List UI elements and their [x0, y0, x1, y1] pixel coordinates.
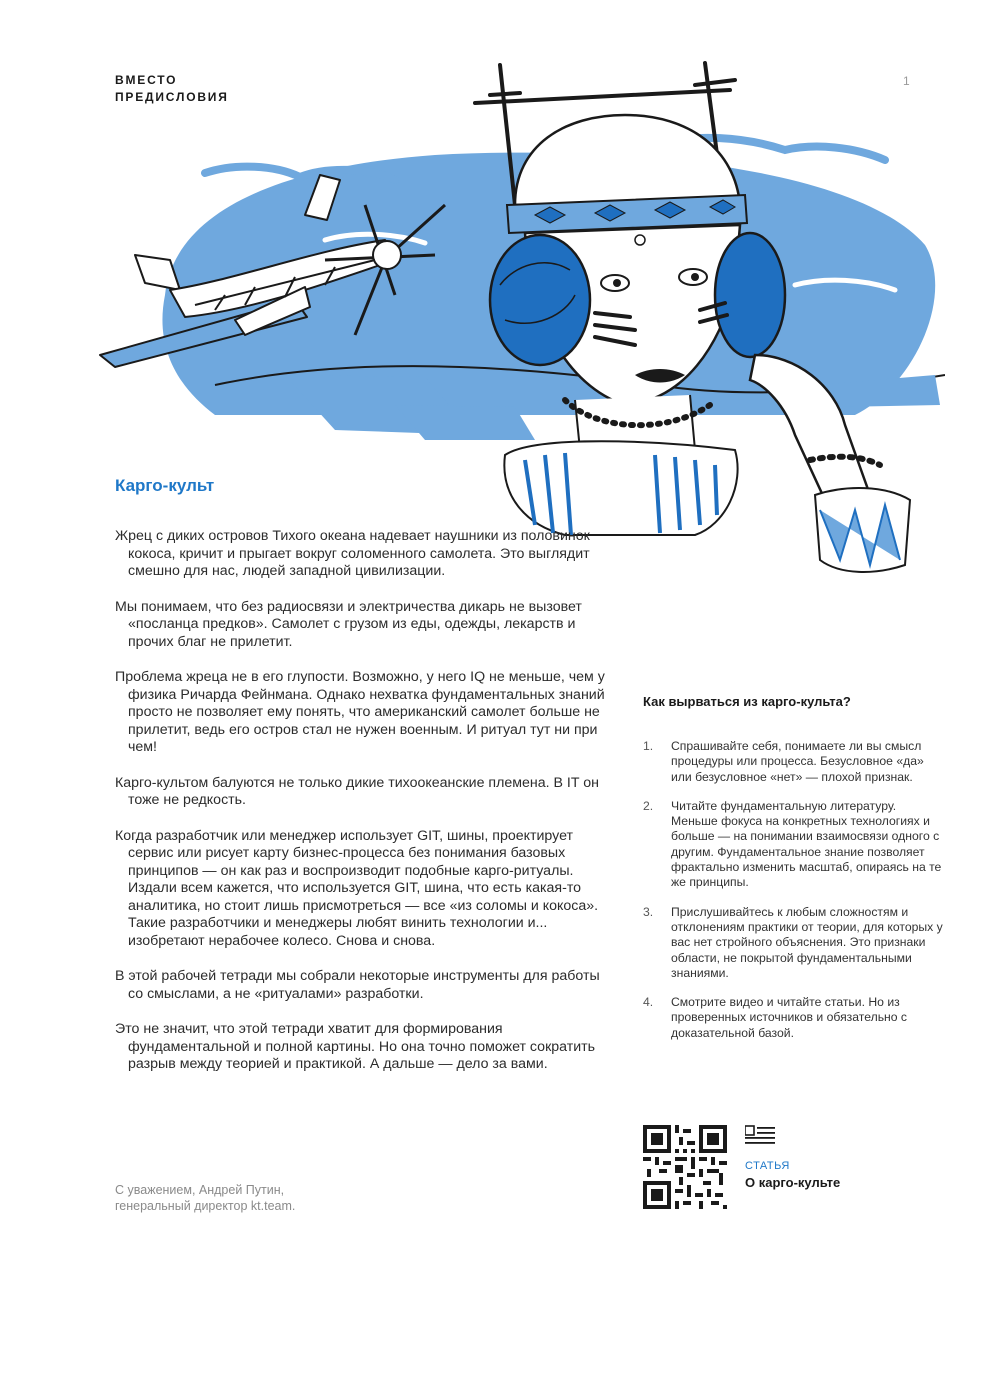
article-title: Карго-культ: [115, 476, 215, 495]
paragraph: Это не значит, что этой тетради хватит для формирования фундаментальной и полной картины. Но она точно поможет сократить разрыв между теорией и практикой. А дальше — дело за вами.: [115, 1021, 596, 1072]
paragraph: В этой рабочей тетради мы собрали некоторые инструменты для работы со смыслами, а не «ритуалами» разработки.: [115, 968, 600, 1002]
tips-sidebar: [643, 694, 943, 1055]
tip-text: Читайте фундаментальную литературу. Меньше фокуса на конкретных технологиях и больше — на понимании взаимосвязи одного с другим. Фундаментальное знание позволяет фрактально изменить масштаб, опираясь на те же принципы.: [671, 798, 942, 890]
tip-number: 2.: [643, 798, 654, 813]
tip-text: Смотрите видео и читайте статьи. Но из проверенных источников и обязательно с доказательной базой.: [671, 995, 908, 1040]
paragraph: Мы понимаем, что без радиосвязи и электричества дикарь не вызовет «посланца предков». Самолет с грузом из еды, одежды, лекарств и прочих благ не прилетит.: [115, 598, 582, 650]
coconut-headphone-right: [715, 233, 785, 357]
tip-text: Прислушивайтесь к любым сложностям и отклонениям практики от теории, для которых у вас нет стройного объяснения. Это признаки области, не покрытой фундаментальными знаниями.: [671, 904, 943, 980]
qr-code-icon[interactable]: [643, 1125, 727, 1209]
signature: [115, 1182, 295, 1214]
striped-collar: [504, 441, 737, 535]
tips-list: [643, 739, 943, 1041]
page-number: 1: [903, 74, 910, 88]
article-body: [115, 528, 605, 1092]
coconut-headphone-left: [490, 235, 590, 365]
coconut-hat: [515, 115, 740, 205]
paragraph: Проблема жреца не в его глупости. Возможно, у него IQ не меньше, чем у физика Ричарда Фейнмана. Однако нехватка фундаментальных знаний просто не позволяет ему понять, что американский самолет больше не прилетит, ведь его остров стал не нужен военным. И ритуал тут ни при чем!: [115, 669, 605, 755]
paragraph: Когда разработчик или менеджер использует GIT, шины, проектирует сервис или рисует карту бизнес-процесса без понимания базовых принципов — он как раз и воспроизводит подобные карго-ритуалы. Издали всем кажется, что используется GIT, шина, что есть какая-то аналитика, но стоит лишь присмотреться — все «из соломы и кокоса». Такие разработчики и менеджеры любят винить технологии и... изобретают нерабочее колесо. Снова и снова.: [115, 827, 599, 949]
ground-shade: [395, 405, 535, 440]
paragraph: Жрец с диких островов Тихого океана надевает наушники из половинок кокоса, кричит и прыгает вокруг соломенного самолета. Это выглядит смешно для нас, людей западной цивилизации.: [115, 528, 590, 579]
signature-line-1: С уважением, Андрей Путин,: [115, 1183, 285, 1197]
section-label-line-2: ПРЕДИСЛОВИЯ: [115, 90, 229, 104]
article-icon: [745, 1125, 775, 1147]
tip-item: [643, 995, 943, 1041]
sidebar-heading: Как вырваться из карго-культа?: [643, 694, 851, 709]
tip-text: Спрашивайте себя, понимаете ли вы смысл процедуры или процесса. Безусловное «да» или безусловное «нет» — плохой признак.: [671, 739, 924, 784]
signature-line-2: генеральный директор kt.team.: [115, 1199, 296, 1213]
article-link[interactable]: О карго-культе: [745, 1175, 841, 1190]
tip-number: 1.: [643, 739, 654, 753]
paragraph: Карго-культом балуются не только дикие тихоокеанские племена. В IT он тоже не редкость.: [115, 774, 599, 808]
tip-number: 3.: [643, 904, 654, 919]
tip-item: [643, 739, 943, 785]
tip-item: [643, 905, 943, 981]
section-label-line-1: ВМЕСТО: [115, 73, 178, 87]
article-kicker: СТАТЬЯ: [745, 1160, 790, 1172]
tip-item: [643, 799, 943, 891]
tip-number: 4.: [643, 995, 654, 1010]
